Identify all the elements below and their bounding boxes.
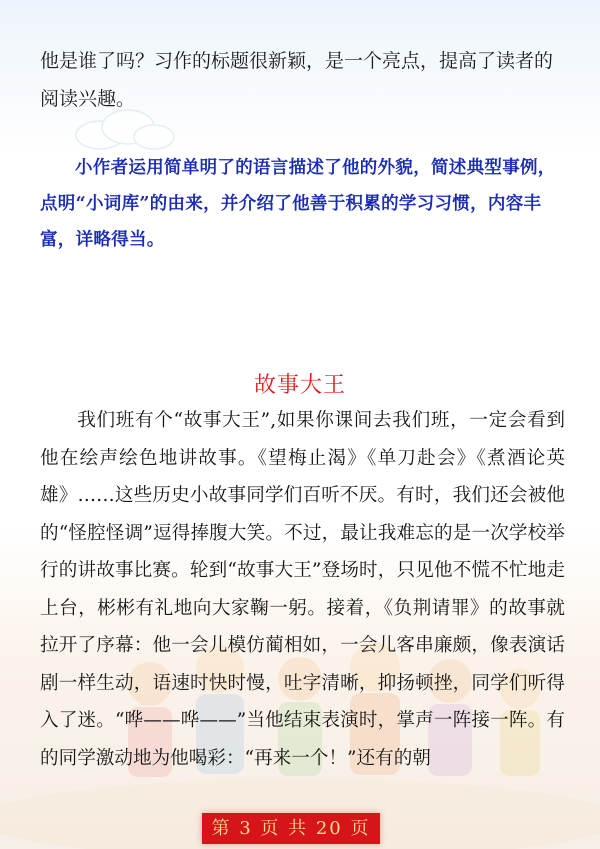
teacher-comment-paragraph: 小作者运用简单明了的语言描述了他的外貌，简述典型事例，点明“小词库”的由来，并介绍了他善于积累的学习习惯，内容丰富，详略得当。	[40, 158, 556, 250]
story-body-paragraph: 我们班有个“故事大王”,如果你课间去我们班，一定会看到他在绘声绘色地讲故事。《望梅止渴》《单刀赴会》《煮酒论英雄》……这些历史小故事同学们百听不厌。有时，我们还会被他的“怪腔怪调”逗得捧腹大笑。不过，最让我难忘的是一次学校举行的讲故事比赛。轮到“故事大王”登场时，只见他不慌不忙地走上台，彬彬有礼地向大家鞠一躬。接着，《负荆请罪》的故事就拉开了序幕：他一会儿模仿蔺相如，一会儿客串廉颇，像表演话剧一样生动，语速时快时慢，吐字清晰，抑扬顿挫，同学们听得入了迷。“哗——哗——”当他结束表演时，掌声一阵接一阵。有的同学激动地为他喝彩：“再来一个！”还有的朝	[40, 410, 565, 769]
intro-paragraph: 他是谁了吗？习作的标题很新颖，是一个亮点，提高了读者的阅读兴趣。	[40, 50, 554, 110]
page-number-footer: 第 3 页 共 20 页	[202, 813, 380, 844]
story-title: 故事大王	[253, 373, 346, 398]
